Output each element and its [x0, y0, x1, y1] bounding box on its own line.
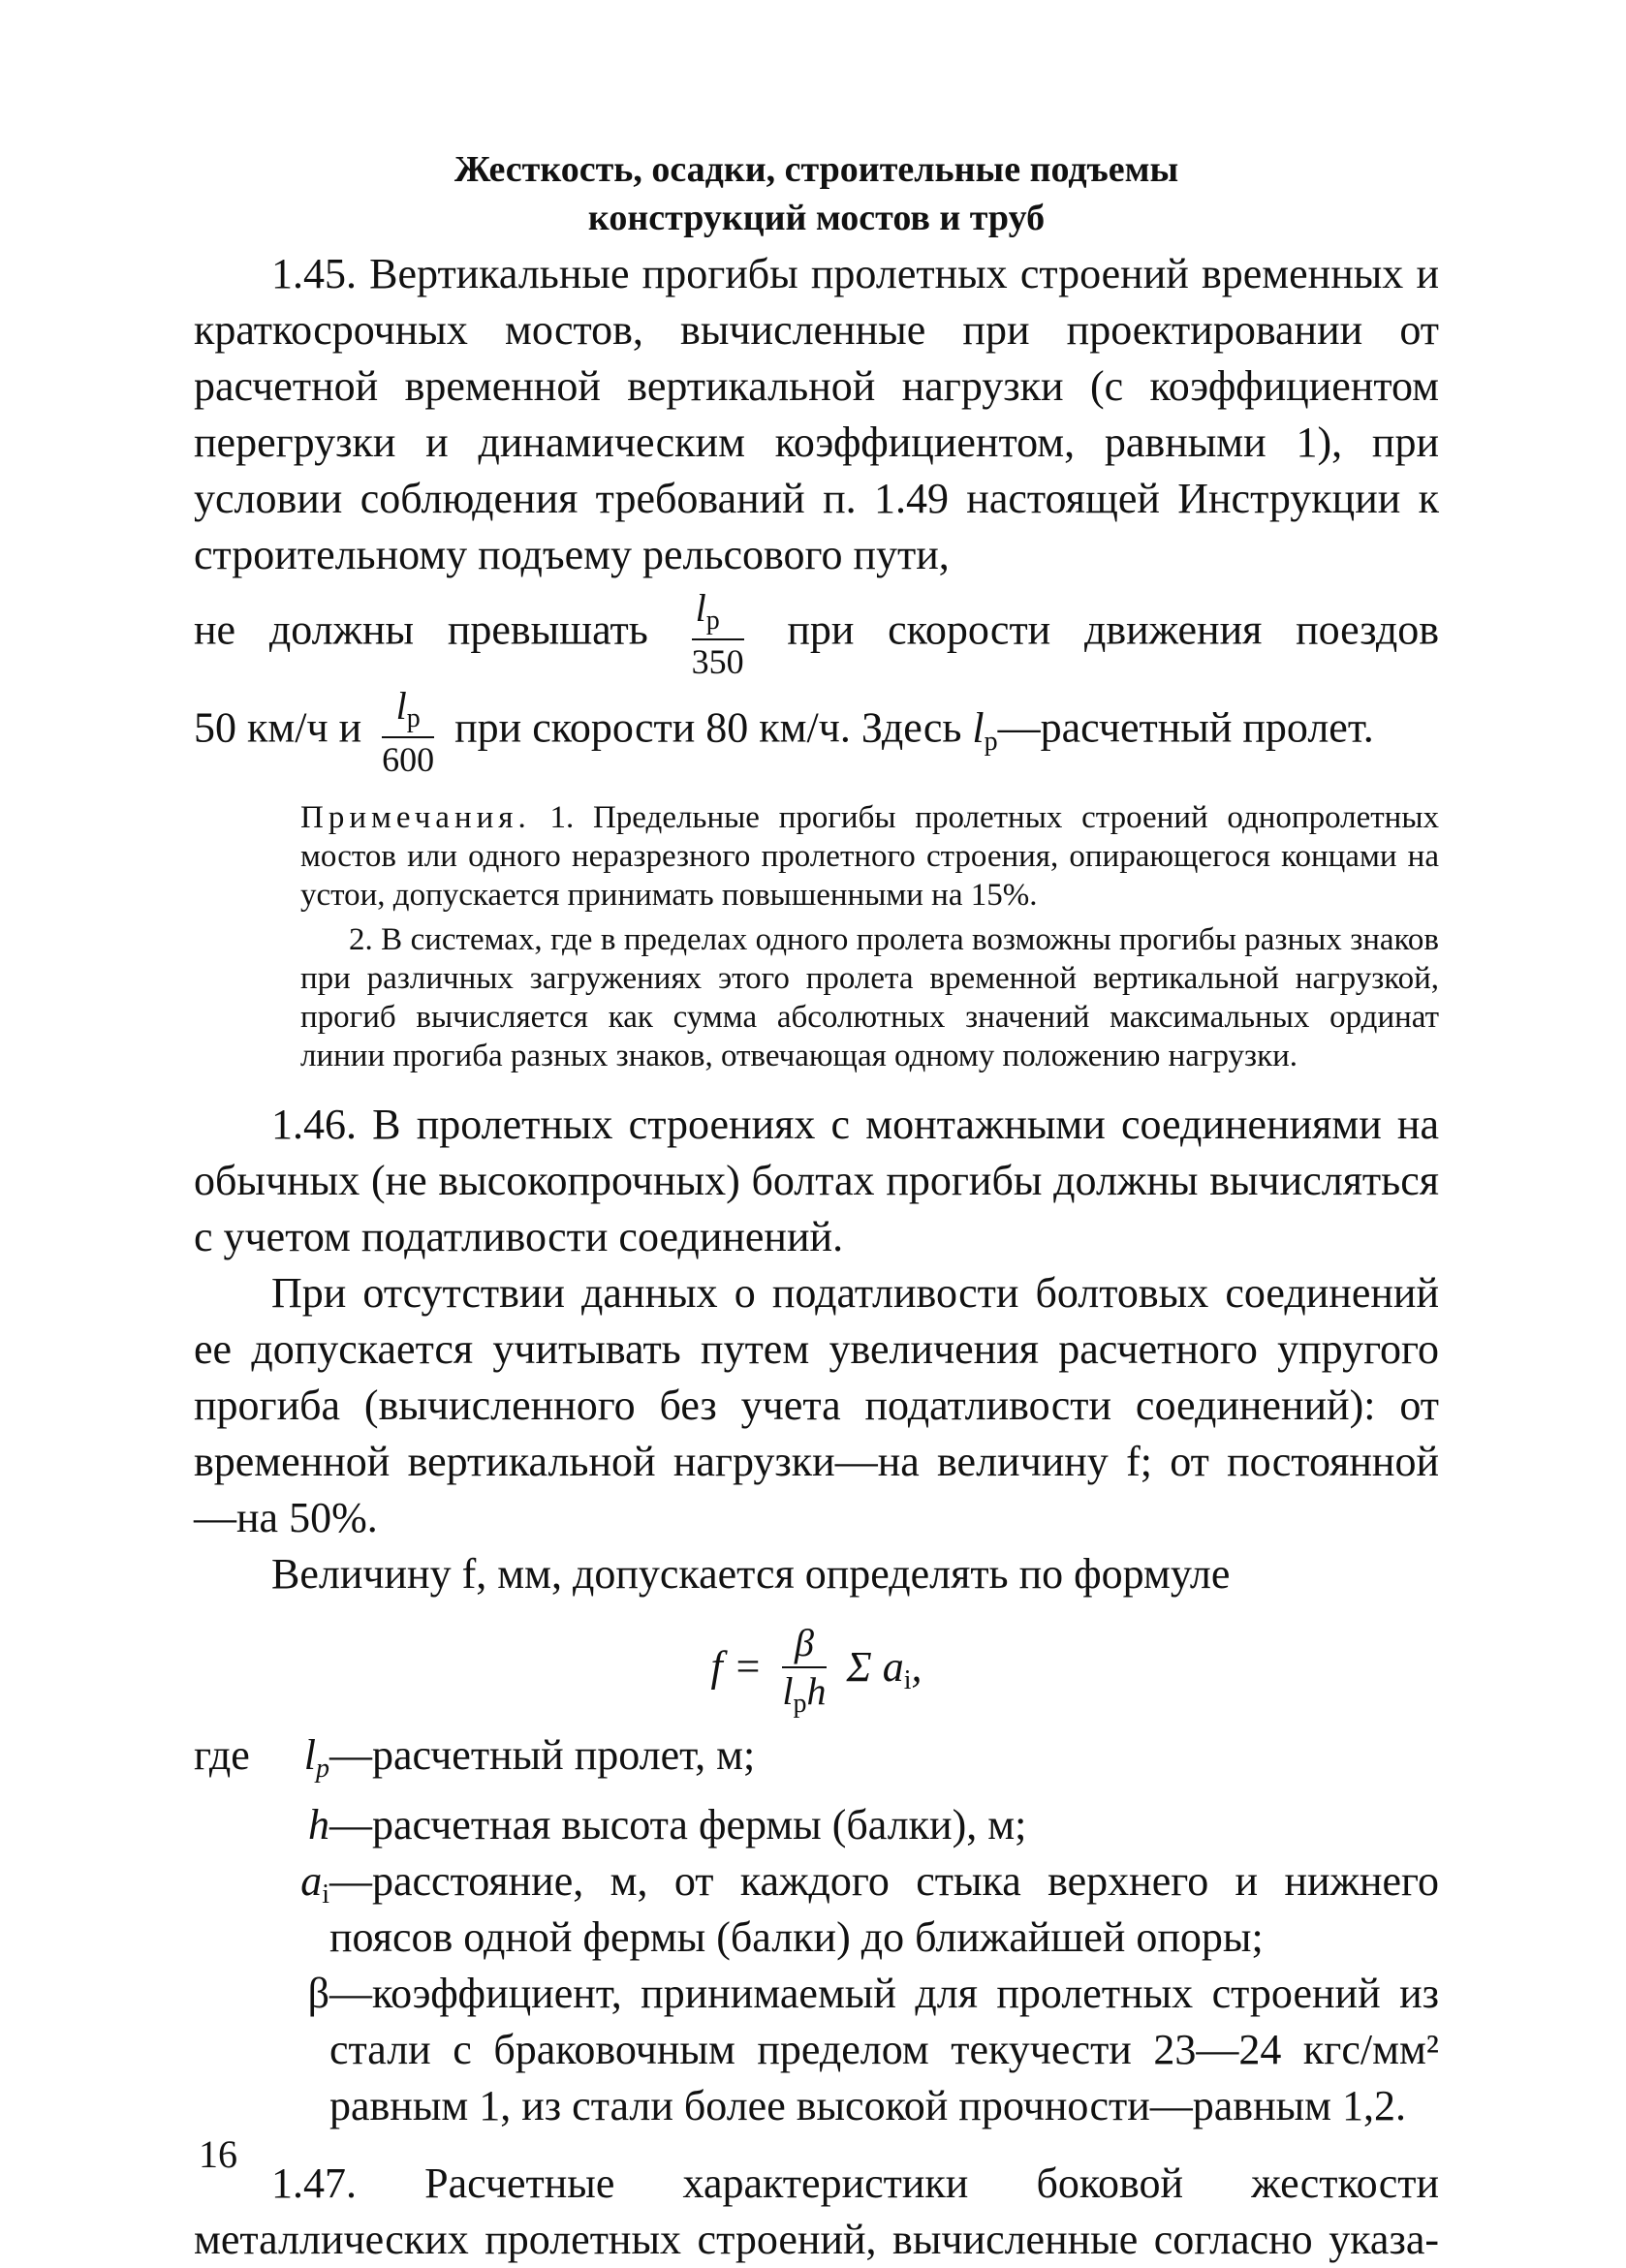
- formula-fraction: [782, 1621, 827, 1719]
- paragraph-1-46-formula-intro: Величину f, мм, допускается определять по формуле: [271, 1550, 1231, 1598]
- note-1: 1. Предельные прогибы пролетных строений однопролетных мостов или одного неразрезного пролетного строения, опирающегося концами на устои, допускается принимать повышенными на 15%.: [300, 800, 1440, 913]
- text-before-frac-2: 50 км/ч и: [194, 703, 362, 752]
- paragraph-1-45-line-a: [194, 586, 1439, 681]
- page-number: 16: [199, 2132, 237, 2176]
- paragraph-1-45-line-b: [194, 684, 1439, 779]
- fraction-denominator: 350: [691, 642, 744, 681]
- heading-line-2: конструкций мостов и труб: [587, 198, 1046, 238]
- notes-heading: Примечания.: [300, 800, 531, 835]
- text-after-frac-2: при скорости 80 км/ч. Здесь: [454, 703, 962, 752]
- notes-block: [300, 798, 1439, 1075]
- definition-lp: где $l_p$ —расчетный пролет, м;: [194, 1727, 1439, 1797]
- lp-definition: —расчетный пролет.: [997, 703, 1374, 752]
- lp-symbol: $l_p$: [972, 703, 998, 757]
- paragraph-1-46-cont: При отсутствии данных о податливости болтовых соединений ее допускается учитывать путем увеличения расчетного упругого прогиба (вычисленного без учета податливости соединений): от временной вертикальной нагрузки—на величину f; от постоянной—на 50%.: [194, 1269, 1439, 1541]
- text-before-frac-1: не должны превышать: [194, 606, 648, 654]
- formula-lhs: f =: [710, 1642, 763, 1691]
- fraction-numerator: $l_p$: [692, 589, 744, 640]
- fraction-denominator: 600: [382, 740, 435, 779]
- paragraph-1-46: 1.46. В пролетных строениях с монтажными соединениями на обычных (не высокопрочных) болтах прогибы должны вычисляться с учетом податливости соединений.: [194, 1101, 1439, 1260]
- definitions-list: [194, 1727, 1439, 2134]
- formula-f: [194, 1621, 1439, 1719]
- text-after-frac-1: при скорости движения поездов: [787, 606, 1439, 654]
- definition-ai: $a_i$ —расстояние, м, от каждого стыка верхнего и нижнего поясов одной фермы (балки) до ближайшей опоры;: [300, 1857, 1439, 1961]
- formula-numerator: β: [782, 1624, 826, 1668]
- paragraph-1-47: 1.47. Расчетные характеристики боковой жесткости металлических пролетных строений, вычисленные согласно указа-: [194, 2159, 1439, 2263]
- note-2: 2. В системах, где в пределах одного пролета возможны прогибы разных знаков при различных загружениях этого пролета временной вертикальной нагрузкой, прогиб вычисляется как сумма абсолютных значений максимальных ординат линии прогиба разных знаков, отвечающая одному положению нагрузки.: [300, 922, 1439, 1073]
- fraction-lp-600: [382, 684, 435, 779]
- definition-h: h —расчетная высота фермы (балки), м;: [308, 1801, 1027, 1849]
- fraction-lp-350: [691, 586, 744, 681]
- section-heading: [194, 145, 1439, 242]
- paragraph-1-45: 1.45. Вертикальные прогибы пролетных строений временных и краткосрочных мостов, вычисленные при проектировании от расчетной временной вертикальной нагрузки (с коэффициентом перегрузки и динамическим коэффициентом, равными 1), при условии соблюдения требований п. 1.49 настоящей Инструкции к строительному подъему рельсового пути,: [194, 250, 1439, 578]
- fraction-numerator: $l_p$: [382, 687, 434, 738]
- formula-sum: Σ $a_i$,: [846, 1642, 922, 1695]
- formula-denominator: $l_ph$: [782, 1669, 827, 1719]
- where-word: где: [194, 1731, 250, 1779]
- definition-beta: β —коэффициент, принимаемый для пролетных строений из стали с браковочным пределом текучести 23—24 кгс/мм² равным 1, из стали более высокой прочности—равным 1,2.: [307, 1970, 1439, 2129]
- page-content: [194, 145, 1439, 2268]
- heading-line-1: Жесткость, осадки, строительные подъемы: [453, 149, 1179, 190]
